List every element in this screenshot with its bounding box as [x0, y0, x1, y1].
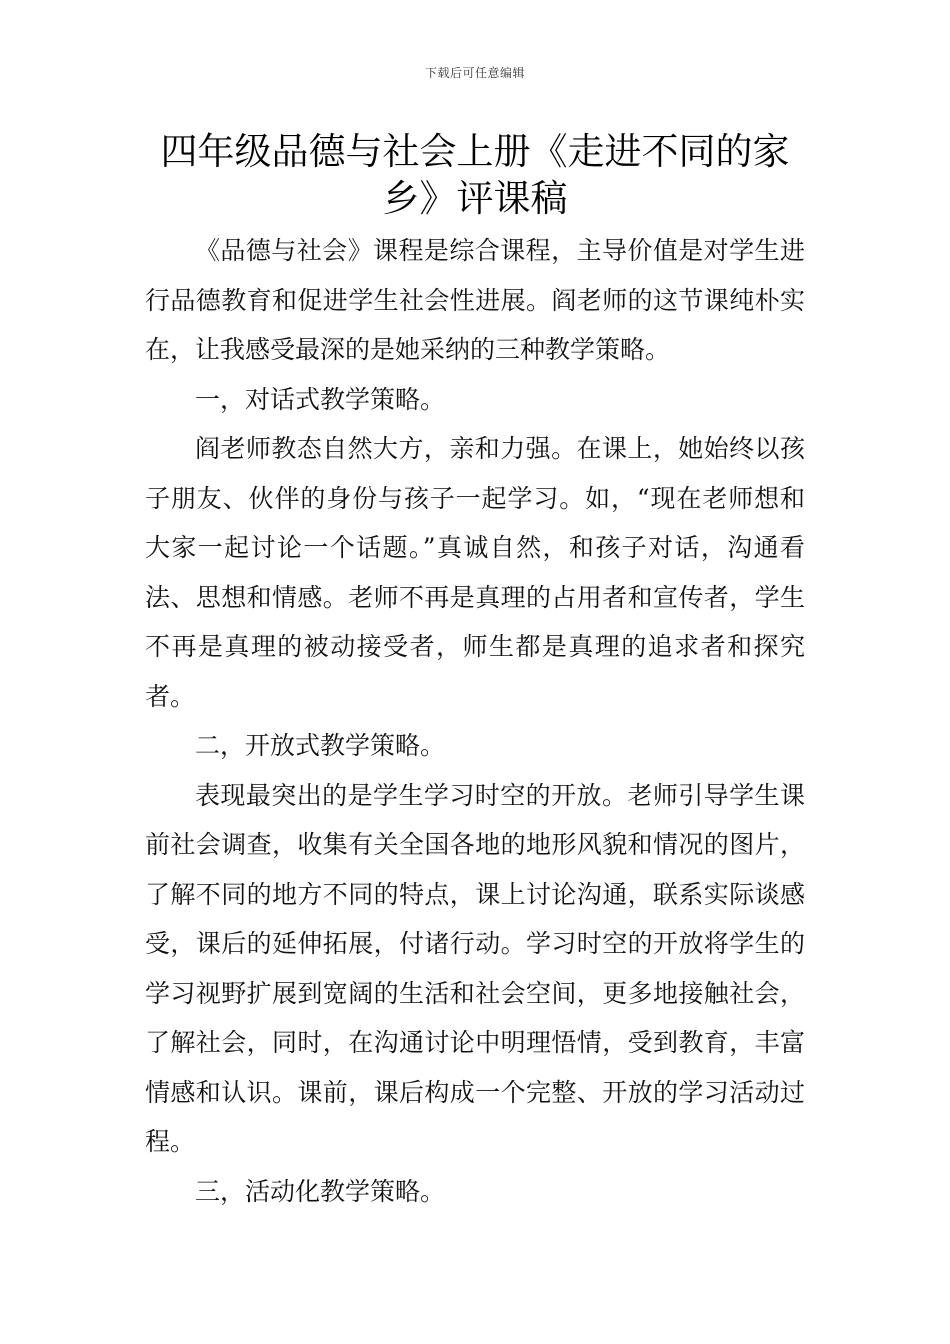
- paragraph-intro: 《品德与社会》课程是综合课程，主导价值是对学生进行品德教育和促进学生社会性进展。阎老师的这节课纯朴实在，让我感受最深的是她采纳的三种教学策略。: [145, 236, 805, 364]
- document-body: [145, 226, 805, 1216]
- section-heading-1: 一，对话式教学策略。: [195, 384, 446, 414]
- title-line-1: 四年级品德与社会上册《走进不同的家: [160, 130, 790, 173]
- paragraph-dialogue-strategy: 阎老师教态自然大方，亲和力强。在课上，她始终以孩子朋友、伙伴的身份与孩子一起学习。如，“现在老师想和大家一起讨论一个话题。”真诚自然，和孩子对话，沟通看法、思想和情感。老师不再是真理的占用者和宣传者，学生不再是真理的被动接受者，师生都是真理的追求者和探究者。: [145, 434, 805, 711]
- section-heading-3: 三，活动化教学策略。: [195, 1176, 446, 1206]
- page-title: [150, 128, 800, 222]
- paragraph-open-strategy: 表现最突出的是学生学习时空的开放。老师引导学生课前社会调查，收集有关全国各地的地形风貌和情况的图片，了解不同的地方不同的特点，课上讨论沟通，联系实际谈感受，课后的延伸拓展，付诸行动。学习时空的开放将学生的学习视野扩展到宽阔的生活和社会空间，更多地接触社会，了解社会，同时，在沟通讨论中明理悟情，受到教育，丰富情感和认识。课前，课后构成一个完整、开放的学习活动过程。: [145, 780, 805, 1156]
- title-line-2: 乡》评课稿: [382, 177, 568, 220]
- section-heading-2: 二，开放式教学策略。: [195, 731, 446, 760]
- header-note: 下载后可任意编辑: [424, 66, 525, 80]
